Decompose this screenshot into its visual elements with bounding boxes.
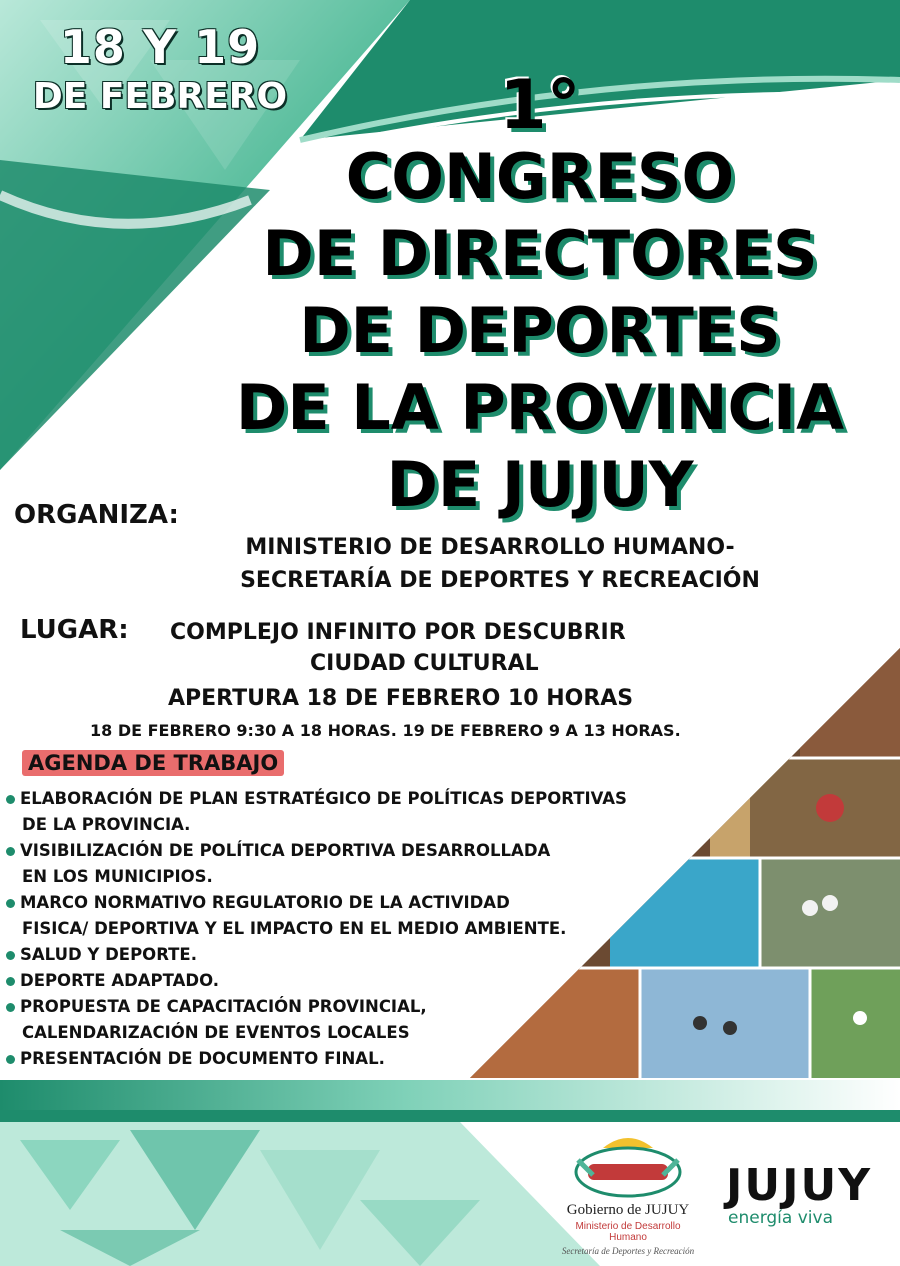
title-line: CONGRESO (345, 140, 735, 213)
agenda-item (6, 1046, 646, 1072)
jujuy-energia-viva-logo (722, 1160, 892, 1230)
agenda-item-line: FISICA/ DEPORTIVA Y EL IMPACTO EN EL MEDIO AMBIENTE. (22, 919, 567, 938)
schedule-text: 18 DE FEBRERO 9:30 A 18 HORAS. 19 DE FEBRERO 9 A 13 HORAS. (90, 721, 681, 740)
agenda-item (6, 942, 646, 968)
gobierno-jujuy-logo (548, 1130, 708, 1260)
organiza-line: MINISTERIO DE DESARROLLO HUMANO- (245, 535, 735, 560)
organiza-line: SECRETARÍA DE DEPORTES Y RECREACIÓN (240, 568, 760, 593)
bullet-icon (6, 847, 15, 856)
bullet-icon (6, 1055, 15, 1064)
agenda-item-line: SALUD Y DEPORTE. (20, 945, 197, 964)
secretaria-name: Secretaría de Deportes y Recreación (561, 1246, 695, 1256)
agenda-title: AGENDA DE TRABAJO (22, 750, 284, 776)
title-line: 1° (499, 66, 581, 145)
gobierno-name: Gobierno de JUJUY (566, 1202, 690, 1218)
organiza-label: ORGANIZA: (14, 500, 179, 530)
agenda-item (6, 968, 646, 994)
date-line-2: DE FEBRERO (32, 76, 288, 117)
agenda-item-line: DE LA PROVINCIA. (22, 815, 191, 834)
agenda-item-line: PROPUESTA DE CAPACITACIÓN PROVINCIAL, (20, 997, 427, 1016)
agenda-list (6, 786, 646, 1072)
date-line-1: 18 Y 19 (59, 20, 261, 74)
title-line: DE DEPORTES (299, 294, 781, 367)
lugar-line: CIUDAD CULTURAL (310, 651, 539, 676)
agenda-item (6, 786, 646, 838)
ministerio-line: Humano (609, 1232, 647, 1243)
bullet-icon (6, 1003, 15, 1012)
agenda-item-line: PRESENTACIÓN DE DOCUMENTO FINAL. (20, 1049, 385, 1068)
jujuy-wordmark: JUJUY (726, 1160, 873, 1211)
agenda-item-line: EN LOS MUNICIPIOS. (22, 867, 213, 886)
lugar-line: COMPLEJO INFINITO POR DESCUBRIR (170, 620, 626, 645)
congress-title (195, 66, 885, 531)
jujuy-tagline: energía viva (728, 1208, 833, 1228)
agenda-item-line: MARCO NORMATIVO REGULATORIO DE LA ACTIVIDAD (20, 893, 510, 912)
apertura-text: APERTURA 18 DE FEBRERO 10 HORAS (168, 686, 634, 711)
title-line: DE DIRECTORES (262, 217, 818, 290)
title-line: DE LA PROVINCIA (235, 371, 845, 444)
bullet-icon (6, 795, 15, 804)
agenda-item (6, 890, 646, 942)
agenda-item-line: ELABORACIÓN DE PLAN ESTRATÉGICO DE POLÍTICAS DEPORTIVAS (20, 789, 627, 808)
bullet-icon (6, 899, 15, 908)
handshake-emblem-icon (548, 1130, 708, 1200)
lugar-label: LUGAR: (20, 615, 129, 645)
title-line: DE JUJUY (386, 448, 694, 521)
agenda-item-line: DEPORTE ADAPTADO. (20, 971, 220, 990)
agenda-item (6, 838, 646, 890)
ministerio-name (548, 1221, 708, 1243)
ministerio-line: Ministerio de Desarrollo (575, 1221, 681, 1232)
agenda-item-line: VISIBILIZACIÓN DE POLÍTICA DEPORTIVA DESARROLLADA (20, 841, 551, 860)
agenda-item (6, 994, 646, 1046)
agenda-item-line: CALENDARIZACIÓN DE EVENTOS LOCALES (22, 1023, 410, 1042)
bullet-icon (6, 977, 15, 986)
bullet-icon (6, 951, 15, 960)
